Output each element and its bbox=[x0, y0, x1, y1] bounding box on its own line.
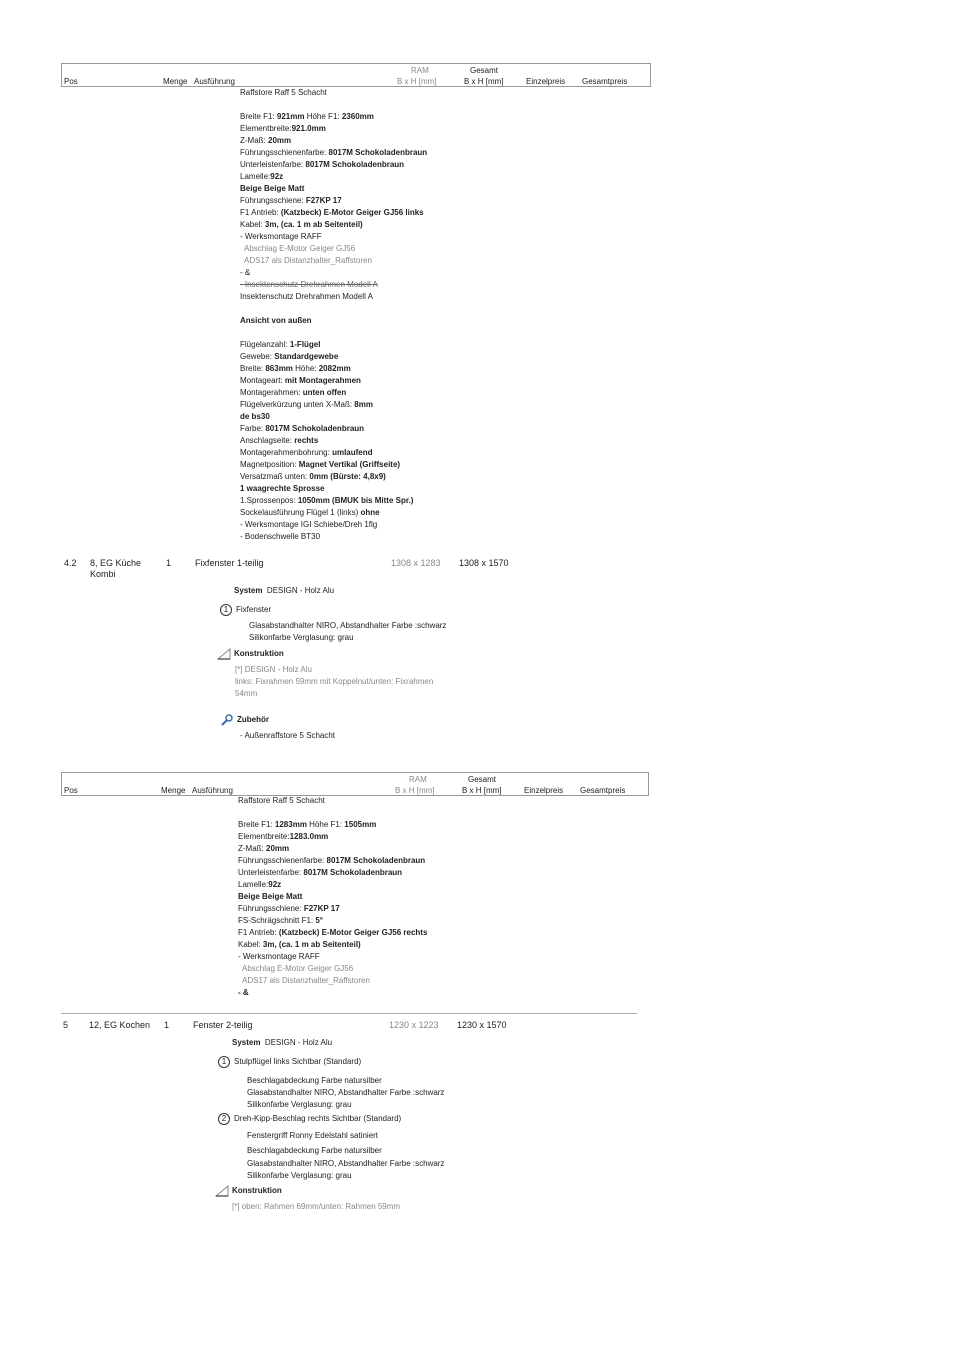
spec-line: Elementbreite:1283.0mm bbox=[238, 832, 329, 841]
header-menge: Menge bbox=[161, 786, 186, 795]
position-menge: 1 bbox=[164, 1020, 170, 1030]
number-circle-icon: 2 bbox=[218, 1113, 230, 1125]
header-ram: RAM bbox=[409, 775, 427, 784]
accessory-icon bbox=[220, 714, 234, 726]
spec-line: 1 waagrechte Sprosse bbox=[240, 484, 325, 493]
block-title: Raffstore Raff 5 Schacht bbox=[238, 796, 325, 805]
ruler-triangle-icon bbox=[217, 648, 231, 660]
spec-line: - & bbox=[240, 268, 251, 277]
spec-line: - Insektenschutz Drehrahmen Modell A bbox=[240, 280, 378, 289]
spec-line: Beschlagabdeckung Farbe natursilber bbox=[247, 1146, 382, 1155]
header-einzelpreis: Einzelpreis bbox=[524, 786, 564, 795]
position-gesamt: 1230 x 1570 bbox=[457, 1020, 507, 1030]
spec-line: Glasabstandhalter NIRO, Abstandhalter Farbe :schwarz bbox=[247, 1088, 445, 1097]
spec-line: Versatzmaß unten: 0mm (Bürste: 4,8x9) bbox=[240, 472, 386, 481]
spec-line: Beige Beige Matt bbox=[240, 184, 305, 193]
spec-line: Montagerahmen: unten offen bbox=[240, 388, 347, 397]
item-line: 1 Stulpflügel links Sichtbar (Standard) bbox=[218, 1056, 361, 1068]
table-header bbox=[61, 63, 651, 87]
spec-line: Z-Maß: 20mm bbox=[240, 136, 292, 145]
system-line: System DESIGN - Holz Alu bbox=[232, 1038, 333, 1047]
spec-line: 1.Sprossenpos: 1050mm (BMUK bis Mitte Spr.) bbox=[240, 496, 414, 505]
spec-line: Beige Beige Matt bbox=[238, 892, 303, 901]
position-location: 8, EG Küche Kombi bbox=[90, 558, 142, 579]
ruler-triangle-icon bbox=[215, 1185, 229, 1197]
spec-line: Fenstergriff Ronny Edelstahl satiniert bbox=[247, 1131, 379, 1140]
spec-line: Z-Maß: 20mm bbox=[238, 844, 290, 853]
item-line: 1 Fixfenster bbox=[220, 604, 271, 616]
spec-line: Breite F1: 1283mm Höhe F1: 1505mm bbox=[238, 820, 377, 829]
header-gesamt: Gesamt bbox=[470, 66, 499, 75]
spec-line: Kabel: 3m, (ca. 1 m ab Seitenteil) bbox=[238, 940, 361, 949]
spec-line: - Außenraffstore 5 Schacht bbox=[240, 731, 336, 740]
position-menge: 1 bbox=[166, 558, 172, 568]
system-line: System DESIGN - Holz Alu bbox=[234, 586, 335, 595]
spec-line: [*] oben: Rahmen 69mm/unten: Rahmen 59mm bbox=[232, 1202, 401, 1211]
konstruktion-heading: Konstruktion bbox=[215, 1185, 282, 1197]
spec-line: ADS17 als Distanzhalter_Raffstoren bbox=[244, 256, 372, 265]
header-gesamtpreis: Gesamtpreis bbox=[582, 77, 628, 86]
zubehoer-heading: Zubehör bbox=[220, 714, 269, 726]
spec-line: Unterleistenfarbe: 8017M Schokoladenbraun bbox=[238, 868, 403, 877]
position-number: 5 bbox=[63, 1020, 69, 1030]
header-gesamt-unit: B x H [mm] bbox=[464, 77, 504, 86]
number-circle-icon: 1 bbox=[220, 604, 232, 616]
spec-line: 54mm bbox=[235, 689, 258, 698]
spec-line: Breite F1: 921mm Höhe F1: 2360mm bbox=[240, 112, 374, 121]
spec-line: F1 Antrieb: (Katzbeck) E-Motor Geiger GJ56 rechts bbox=[238, 928, 428, 937]
position-number: 4.2 bbox=[64, 558, 77, 568]
spec-line: - Werksmontage RAFF bbox=[238, 952, 320, 961]
spec-line: Anschlagseite: rechts bbox=[240, 436, 319, 445]
header-einzelpreis: Einzelpreis bbox=[526, 77, 566, 86]
spec-line: - Werksmontage IGI Schiebe/Dreh 1flg bbox=[240, 520, 378, 529]
block-title: Raffstore Raff 5 Schacht bbox=[240, 88, 327, 97]
position-ausfuehrung: Fixfenster 1-teilig bbox=[195, 558, 264, 568]
spec-line: Sockelausführung Flügel 1 (links) ohne bbox=[240, 508, 380, 517]
spec-line: Lamelle:92z bbox=[240, 172, 284, 181]
spec-line: Abschlag E-Motor Geiger GJ56 bbox=[244, 244, 356, 253]
spec-line: Glasabstandhalter NIRO, Abstandhalter Farbe :schwarz bbox=[249, 621, 447, 630]
spec-line: FS-Schrägschnitt F1: 5° bbox=[238, 916, 324, 925]
spec-line: - & bbox=[238, 988, 249, 997]
spec-line: Magnetposition: Magnet Vertikal (Griffseite) bbox=[240, 460, 401, 469]
header-gesamt-unit: B x H [mm] bbox=[462, 786, 502, 795]
spec-line: Führungsschienenfarbe: 8017M Schokoladenbraun bbox=[238, 856, 426, 865]
spec-line: Silikonfarbe Verglasung: grau bbox=[249, 633, 354, 642]
divider bbox=[61, 1013, 637, 1014]
raffstore-block-2 bbox=[238, 795, 427, 999]
section-heading: Ansicht von außen bbox=[240, 316, 312, 325]
spec-line: Farbe: 8017M Schokoladenbraun bbox=[240, 424, 365, 433]
spec-line: Insektenschutz Drehrahmen Modell A bbox=[240, 292, 373, 301]
header-ram-unit: B x H [mm] bbox=[395, 786, 435, 795]
spec-line: Führungsschiene: F27KP 17 bbox=[238, 904, 340, 913]
spec-line: Abschlag E-Motor Geiger GJ56 bbox=[242, 964, 354, 973]
position-ausfuehrung: Fenster 2-teilig bbox=[193, 1020, 253, 1030]
spec-line: Führungsschiene: F27KP 17 bbox=[240, 196, 342, 205]
spec-line: links: Fixrahmen 59mm mit Koppelnut/unten: Fixrahmen bbox=[235, 677, 434, 686]
position-ram: 1308 x 1283 bbox=[391, 558, 441, 568]
position-gesamt: 1308 x 1570 bbox=[459, 558, 509, 568]
position-ram: 1230 x 1223 bbox=[389, 1020, 439, 1030]
spec-line: Flügelanzahl: 1-Flügel bbox=[240, 340, 321, 349]
table-header bbox=[61, 772, 649, 796]
spec-line: Montageart: mit Montagerahmen bbox=[240, 376, 361, 385]
spec-line: Führungsschienenfarbe: 8017M Schokoladenbraun bbox=[240, 148, 428, 157]
spec-line: ADS17 als Distanzhalter_Raffstoren bbox=[242, 976, 370, 985]
konstruktion-heading: Konstruktion bbox=[217, 648, 284, 660]
number-circle-icon: 1 bbox=[218, 1056, 230, 1068]
header-ram: RAM bbox=[411, 66, 429, 75]
item-line: 2 Dreh-Kipp-Beschlag rechts Sichtbar (Standard) bbox=[218, 1113, 401, 1125]
header-ausfuehrung: Ausführung bbox=[192, 786, 233, 795]
spec-line: - Werksmontage RAFF bbox=[240, 232, 322, 241]
header-gesamt: Gesamt bbox=[468, 775, 497, 784]
spec-line: [*] DESIGN - Holz Alu bbox=[235, 665, 312, 674]
spec-line: Montagerahmenbohrung: umlaufend bbox=[240, 448, 373, 457]
spec-line: - Bodenschwelle BT30 bbox=[240, 532, 321, 541]
position-location: 12, EG Kochen bbox=[89, 1020, 151, 1030]
header-menge: Menge bbox=[163, 77, 188, 86]
spec-line: F1 Antrieb: (Katzbeck) E-Motor Geiger GJ56 links bbox=[240, 208, 424, 217]
spec-line: Unterleistenfarbe: 8017M Schokoladenbraun bbox=[240, 160, 405, 169]
header-gesamtpreis: Gesamtpreis bbox=[580, 786, 626, 795]
spec-line: Elementbreite:921.0mm bbox=[240, 124, 326, 133]
spec-line: Silikonfarbe Verglasung: grau bbox=[247, 1171, 352, 1180]
raffstore-block-1 bbox=[240, 87, 427, 543]
spec-line: Beschlagabdeckung Farbe natursilber bbox=[247, 1076, 382, 1085]
spec-line: Kabel: 3m, (ca. 1 m ab Seitenteil) bbox=[240, 220, 363, 229]
header-pos: Pos bbox=[64, 77, 78, 86]
header-ram-unit: B x H [mm] bbox=[397, 77, 437, 86]
spec-line: Gewebe: Standardgewebe bbox=[240, 352, 339, 361]
spec-line: Breite: 863mm Höhe: 2082mm bbox=[240, 364, 351, 373]
spec-line: Silikonfarbe Verglasung: grau bbox=[247, 1100, 352, 1109]
header-ausfuehrung: Ausführung bbox=[194, 77, 235, 86]
header-pos: Pos bbox=[64, 786, 78, 795]
spec-line: Glasabstandhalter NIRO, Abstandhalter Farbe :schwarz bbox=[247, 1159, 445, 1168]
spec-line: Lamelle:92z bbox=[238, 880, 282, 889]
spec-line: de bs30 bbox=[240, 412, 270, 421]
spec-line: Flügelverkürzung unten X-Maß: 8mm bbox=[240, 400, 373, 409]
